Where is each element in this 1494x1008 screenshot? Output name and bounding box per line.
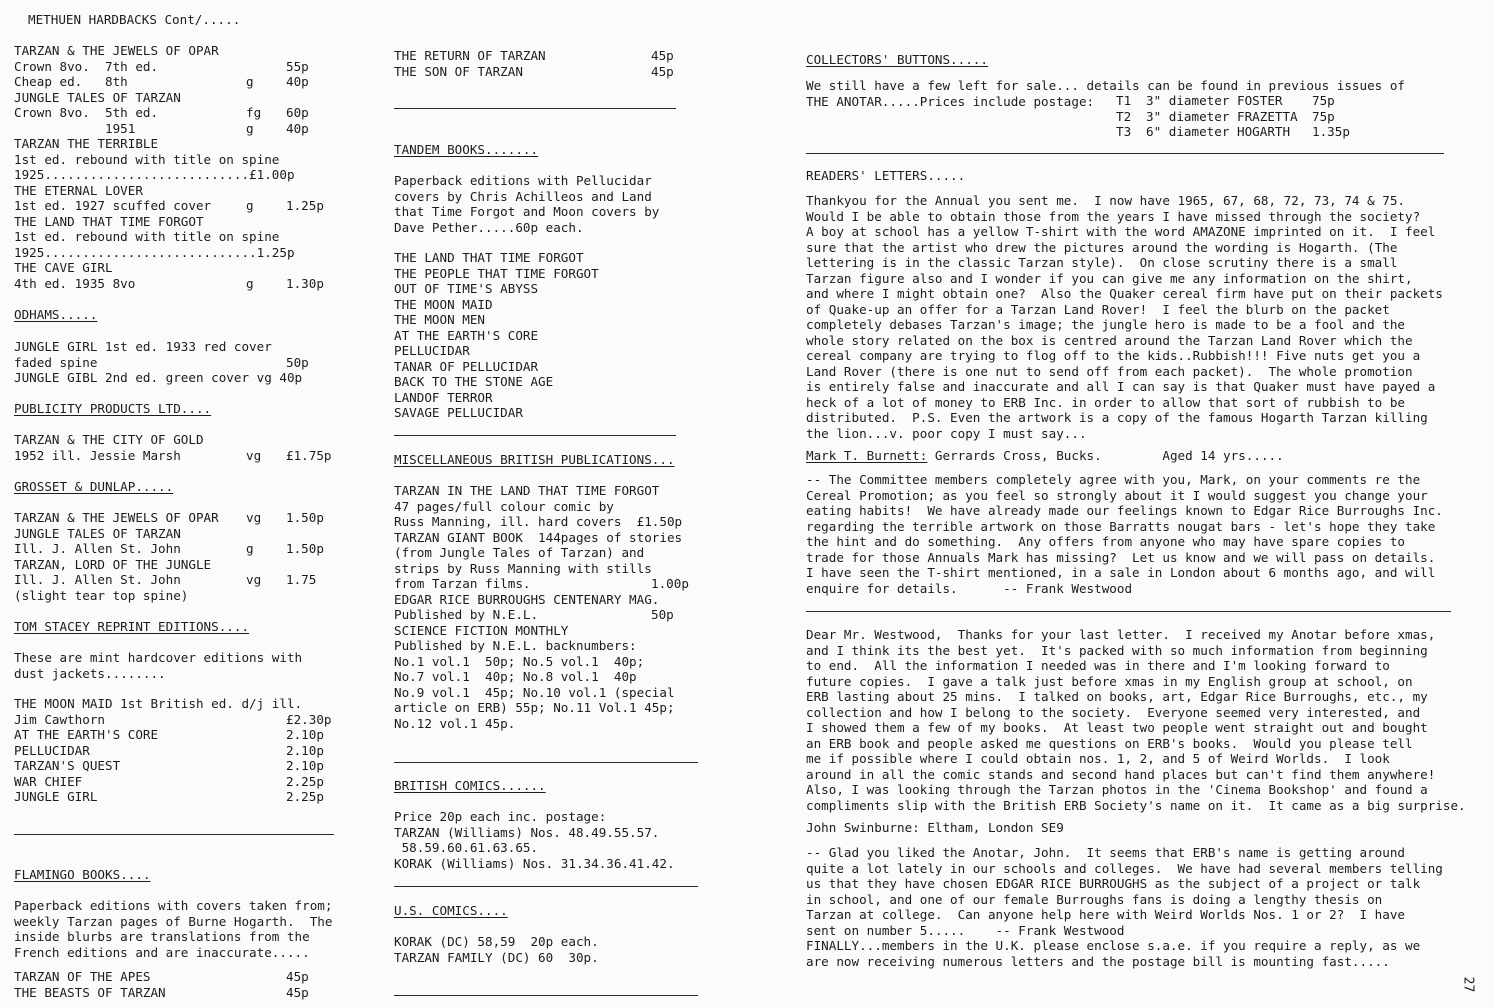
list-item [394,716,700,732]
odhams-heading: ODHAMS..... [14,307,98,322]
methuen-list [14,43,344,291]
text-line: inside blurbs are translations from the [14,929,310,944]
text-line: We still have a few left for sale... details can be found in previous issues of [806,78,1405,93]
publicity-list [14,432,344,463]
list-item [394,623,700,639]
item-condition: vg [246,572,262,587]
item-condition: g [246,541,254,556]
divider [394,435,676,436]
text-line: SAVAGE PELLUCIDAR [394,405,523,420]
list-item [14,526,344,542]
divider [394,108,676,109]
text-line: distributed. P.S. Even the artwork is a copy of the famous Hogarth Tarzan killing [806,410,1428,425]
text-line: AT THE EARTH'S CORE [394,327,539,343]
text-line: Dave Pether.....60p each. [394,219,584,235]
text-line: around in all the comic stands and second hand places but can't find them anywhere! [806,766,1436,782]
item-title: AT THE EARTH'S CORE [14,727,159,742]
buttons-price-list [1116,93,1486,140]
tandem-titles [394,250,700,421]
item-price: 40p [286,74,309,89]
text-line: TARZAN (Williams) Nos. 48.49.55.57. [394,824,660,840]
text-line: THE PEOPLE THAT TIME FORGOT [394,265,599,281]
item-title: THE CAVE GIRL [14,260,113,275]
item-price: 1.30p [286,275,324,291]
text-line: that Time Forgot and Moon covers by [394,204,660,219]
text-line: quite a lot lately in our schools and colleges. We have had several members telling [806,860,1443,876]
list-item [14,198,344,214]
item-title: Cheap ed. 8th [14,74,128,89]
publicity-heading: PUBLICITY PRODUCTS LTD.... [14,401,212,416]
tandem-intro [394,173,700,235]
item-price: 2.10p [286,758,324,773]
letters-heading: READERS' LETTERS..... [806,168,966,183]
grosset-list [14,510,344,603]
us-comics-heading: U.S. COMICS.... [394,903,508,918]
item-title: No.7 vol.1 40p; No.8 vol.1 40p [394,669,637,684]
text-line: Land Rover (there is one nut to send off from each packet). The whole promotion [806,363,1413,379]
list-item [394,561,700,577]
item-title: WAR CHIEF [14,773,83,789]
item-title: 1925............................1.25p [14,244,295,260]
item-title: THE MOON MAID 1st British ed. d/j ill. [14,696,303,711]
button-price: 75p [1312,93,1335,108]
list-item [14,90,344,106]
text-line: KORAK (Williams) Nos. 31.34.36.41.42. [394,855,675,871]
signature-name: Mark T. Burnett: [806,448,928,463]
methuen-cont-list [394,48,700,79]
methuen-heading: METHUEN HARDBACKS Cont/..... [28,12,241,27]
text-line: are now receiving numerous letters and the postage bill is mounting fast..... [806,953,1390,969]
text-line: ERB lasting about 25 mins. I talked on books, art, Edgar Rice Burroughs, etc., my [806,689,1428,704]
list-item [14,74,344,90]
item-title: (slight tear top spine) [14,587,189,603]
flamingo-list [14,969,344,1000]
text-line: FINALLY...members in the U.K. please enclose s.a.e. if you require a reply, as we [806,938,1421,953]
list-item [394,530,700,546]
text-line: BACK TO THE STONE AGE [394,374,554,389]
text-line: Tarzan figure also and I wonder if you can give me any information on the shirt, [806,270,1413,286]
signature-detail: Gerrards Cross, Bucks. Aged 14 yrs..... [927,448,1284,463]
text-line: I showed them a few of my books. At least two people went straight out and bought [806,720,1428,735]
flamingo-intro [14,898,344,960]
item-price: £2.30p [286,711,332,727]
list-item [394,514,700,530]
item-title: SCIENCE FICTION MONTHLY [394,622,569,638]
item-price: 1.50p [286,510,324,525]
tom-stacey-list [14,696,344,805]
item-title: TARZAN'S QUEST [14,758,121,773]
list-item [14,105,344,121]
grosset-heading: GROSSET & DUNLAP..... [14,479,174,494]
item-title: TARZAN & THE JEWELS OF OPAR [14,510,219,525]
item-title: from Tarzan films. [394,576,531,591]
text-line: lettering is in the classic Tarzan style). On close scrutiny there is a small [806,255,1398,270]
text-line: Would I be able to obtain those from the years I have missed through the society? [806,208,1421,224]
list-item [14,260,344,276]
letter-1-signature [806,448,1486,464]
button-price: 75p [1312,108,1335,124]
item-price: 45p [651,63,674,79]
list-item [394,576,700,592]
item-condition: fg [246,105,262,120]
text-line: covers by Chris Achilleos and Land [394,188,652,204]
text-line: regarding the terrible artwork on those Barratts nougat bars - let's hope they take [806,518,1436,534]
text-line: and where I might obtain one? Also the Quaker cereal firm have put on their packets [806,286,1443,301]
divider [806,153,1444,154]
text-line: THE LAND THAT TIME FORGOT [394,250,584,265]
text-line: TANAR OF PELLUCIDAR [394,358,539,374]
item-title: Crown 8vo. 5th ed. [14,105,159,120]
text-line: an ERB book and people asked me questions on ERB's books. Would you please tell [806,735,1413,751]
text-line: and I think its the best yet. It's packed with so much information from beginning [806,642,1428,658]
buttons-heading: COLLECTORS' BUTTONS..... [806,52,988,67]
divider [14,834,334,835]
text-line: -- Glad you liked the Anotar, John. It seems that ERB's name is getting around [806,845,1405,860]
item-price: 40p [286,120,309,136]
text-line: me if possible where I could obtain nos. 1, 2, and 5 of Weird Worlds. I look [806,751,1390,766]
button-code: T3 [1116,124,1132,139]
item-price: 1.25p [286,198,324,213]
list-item [394,654,700,670]
misc-list [394,483,700,731]
divider [394,762,698,763]
text-line: Cereal Promotion; as you feel so strongly about it I would suggest you change your [806,487,1428,503]
list-item [14,355,344,371]
item-title: faded spine [14,354,98,370]
item-title: No.9 vol.1 45p; No.10 vol.1 (special [394,684,675,700]
button-desc: 3" diameter FOSTER [1146,93,1283,108]
item-condition: g [246,74,254,89]
item-price: 55p [286,58,309,74]
tom-stacey-intro [14,650,344,681]
text-line: trade for those Annuals Mark has missing? Let us know and we will pass on details. [806,549,1436,565]
text-line: us that they have chosen EDGAR RICE BURROUGHS as the subject of a project or talk [806,876,1421,891]
list-item [14,985,344,1001]
text-line: Paperback editions with covers taken from; [14,898,333,913]
divider [394,886,698,887]
item-title: 47 pages/full colour comic by [394,498,614,514]
text-line: A boy at school has a yellow T-shirt with the word AMAZONE imprinted on it. I feel [806,224,1436,239]
list-item [14,152,344,168]
item-title: No.12 vol.1 45p. [394,715,516,731]
item-title: TARZAN THE TERRIBLE [14,136,159,151]
item-title: (from Jungle Tales of Tarzan) and [394,545,645,560]
item-title: TARZAN OF THE APES [14,969,151,984]
list-item [14,588,344,604]
item-title: PELLUCIDAR [14,742,90,758]
text-line: THE MOON MEN [394,312,485,327]
text-line: collection and how I belong to the society. Everyone seemed very interested, and [806,704,1421,720]
text-line: sent on number 5..... -- Frank Westwood [806,922,1125,938]
item-condition: g [246,120,254,136]
item-title: JUNGLE GIRL 1st ed. 1933 red cover [14,339,272,354]
button-item [1116,109,1486,125]
text-line: THE ANOTAR.....Prices include postage: [806,93,1095,109]
list-item [14,167,344,183]
text-line: completely debases Tarzan's image; the jungle hero is made to be a fool and the [806,317,1405,332]
list-item [14,712,344,728]
misc-heading: MISCELLANEOUS BRITISH PUBLICATIONS... [394,452,675,467]
list-item [14,245,344,261]
item-title: THE BEASTS OF TARZAN [14,984,166,1000]
item-title: JUNGLE GIBL 2nd ed. green cover vg 40p [14,370,303,385]
list-item [14,541,344,557]
list-item [394,545,700,561]
item-title: 1st ed. rebound with title on spine [14,229,280,244]
item-title: Published by N.E.L. backnumbers: [394,638,637,653]
divider [394,995,698,996]
text-line: PELLUCIDAR [394,343,470,358]
item-title: Russ Manning, ill. hard covers £1.50p [394,514,683,529]
list-item [394,64,700,80]
list-item [14,121,344,137]
us-comics-list [394,934,700,965]
list-item [14,774,344,790]
item-title: Ill. J. Allen St. John [14,572,181,587]
text-line: Price 20p each inc. postage: [394,809,607,824]
item-price: 50p [651,607,674,622]
item-title: TARZAN & THE JEWELS OF OPAR [14,43,219,58]
item-price: 2.10p [286,742,324,758]
list-item [14,183,344,199]
item-title: JUNGLE TALES OF TARZAN [14,525,181,541]
text-line: dust jackets........ [14,665,166,681]
item-title: 1925...........................£1.00p [14,167,295,182]
text-line: OUT OF TIME'S ABYSS [394,281,539,296]
item-title: No.1 vol.1 50p; No.5 vol.1 40p; [394,653,645,669]
list-item [14,696,344,712]
item-title: TARZAN & THE CITY OF GOLD [14,432,204,447]
flamingo-heading: FLAMINGO BOOKS.... [14,867,151,882]
item-price: 2.25p [286,773,324,789]
item-title: THE RETURN OF TARZAN [394,48,546,63]
letter-2 [806,627,1486,813]
british-comics-heading: BRITISH COMICS...... [394,778,546,793]
list-item [14,572,344,588]
list-item [14,789,344,805]
text-line: the lion...v. poor copy I must say... [806,425,1087,441]
item-price: 1.75 [286,572,317,587]
text-line: I have seen the T-shirt mentioned, in a sale in London about 6 months ago, and will [806,565,1436,580]
item-title: Ill. J. Allen St. John [14,541,181,556]
text-line: whole story related on the box is centred around the Tarzan Land Rover which the [806,332,1413,348]
text-line: sure that the artist who drew the pictures around the wording is Hogarth. (The [806,239,1398,255]
item-title: EDGAR RICE BURROUGHS CENTENARY MAG. [394,591,660,607]
list-item [14,214,344,230]
list-item [14,432,344,448]
list-item [14,743,344,759]
list-item [394,592,700,608]
list-item [14,370,344,386]
item-title: Published by N.E.L. [394,607,539,622]
list-item [14,339,344,355]
page-number: 27 [1460,976,1476,993]
text-line: LANDOF TERROR [394,389,493,405]
item-title: JUNGLE GIRL [14,789,98,804]
item-title: THE ETERNAL LOVER [14,182,143,198]
text-line: TARZAN FAMILY (DC) 60 30p. [394,949,599,965]
list-item [394,483,700,499]
item-price: 1.00p [651,576,689,591]
list-item [394,638,700,654]
text-line: Paperback editions with Pellucidar [394,173,652,188]
list-item [394,700,700,716]
item-title: TARZAN IN THE LAND THAT TIME FORGOT [394,483,660,498]
list-item [14,136,344,152]
item-title: Jim Cawthorn [14,711,105,727]
list-item [14,969,344,985]
item-title: JUNGLE TALES OF TARZAN [14,89,181,105]
item-title: 4th ed. 1935 8vo [14,275,136,291]
list-item [14,727,344,743]
item-price: 45p [286,984,309,1000]
item-title: TARZAN, LORD OF THE JUNGLE [14,556,212,572]
item-title: 1st ed. rebound with title on spine [14,151,280,167]
text-line: compliments slip with the British ERB Society's name on it. It came as a big surprise. [806,797,1466,813]
text-line: is entirely false and inaccurate and all I can say is that Quaker must have payed a [806,379,1436,394]
item-title: 1st ed. 1927 scuffed cover [14,198,212,213]
item-price: 60p [286,105,309,120]
text-line: in school, and one of our female Burroughs fans is doing a lengthy thesis on [806,891,1383,907]
text-line: French editions and are inaccurate..... [14,944,310,960]
item-condition: g [246,198,254,213]
text-line: Tarzan at college. Can anyone help here with Weird Worlds Nos. 1 or 2? I have [806,907,1405,922]
list-item [14,510,344,526]
button-price: 1.35p [1312,124,1350,139]
tandem-heading: TANDEM BOOKS....... [394,142,539,157]
text-line: Thankyou for the Annual you sent me. I now have 1965, 67, 68, 72, 73, 74 & 75. [806,193,1405,208]
text-line: -- The Committee members completely agree with you, Mark, on your comments re the [806,472,1421,487]
item-title: THE SON OF TARZAN [394,63,523,79]
list-item [14,758,344,774]
text-line: KORAK (DC) 58,59 20p each. [394,934,599,949]
item-title: THE LAND THAT TIME FORGOT [14,213,204,229]
item-price: 2.25p [286,789,324,804]
text-line: eating habits! We have already made our feelings known to Edgar Rice Burroughs Inc. [806,503,1443,518]
button-item [1116,124,1486,140]
list-item [14,43,344,59]
button-code: T1 [1116,93,1132,108]
british-comics-list [394,809,700,871]
tom-stacey-heading: TOM STACEY REPRINT EDITIONS.... [14,619,250,634]
list-item [14,59,344,75]
list-item [394,48,700,64]
text-line: Dear Mr. Westwood, Thanks for your last letter. I received my Anotar before xmas, [806,627,1436,642]
section-header [28,12,344,28]
text-line: future copies. I gave a talk just before xmas in my English group at school, on [806,673,1413,689]
button-code: T2 [1116,108,1132,124]
item-price: 2.10p [286,727,324,742]
odhams-list [14,339,344,386]
list-item [394,607,700,623]
list-item [394,669,700,685]
text-line: These are mint hardcover editions with [14,650,303,665]
item-price: 45p [286,969,309,984]
text-line: 58.59.60.61.63.65. [394,840,539,855]
text-line: weekly Tarzan pages of Burne Hogarth. The [14,913,333,929]
item-condition: vg [246,510,262,525]
text-line: THE MOON MAID [394,296,493,312]
text-line: of Quake-up an offer for a Tarzan Land Rover! I feel the blurb on the packet [806,301,1390,317]
button-desc: 3" diameter FRAZETTA [1146,108,1298,124]
item-condition: g [246,275,254,291]
text-line: the hint and do something. Any offers from anyone who may have spare copies to [806,534,1405,549]
text-line: cereal company are trying to flog off to the kids..Rubbish!!! Five nuts get you a [806,348,1421,363]
item-title: article on ERB) 55p; No.11 Vol.1 45p; [394,700,675,715]
list-item [14,229,344,245]
letter-1 [806,193,1486,441]
item-title: Crown 8vo. 7th ed. [14,58,159,74]
letter-2-signature: John Swinburne: Eltham, London SE9 [806,820,1064,835]
button-desc: 6" diameter HOGARTH [1146,124,1291,139]
item-title: TARZAN GIANT BOOK 144pages of stories [394,529,683,545]
item-price: 45p [651,48,674,63]
item-price: 1.50p [286,541,324,556]
button-item [1116,93,1486,109]
list-item [394,685,700,701]
list-item [394,499,700,515]
divider [806,611,1451,612]
list-item [14,276,344,292]
item-price: 50p [286,354,309,370]
text-line: to end. All the information I needed was in there and I'm looking forward to [806,658,1390,673]
list-item [14,557,344,573]
item-condition: vg [246,447,262,463]
item-title: 1951 [14,120,136,136]
text-line: enquire for details. -- Frank Westwood [806,580,1133,596]
item-title: strips by Russ Manning with stills [394,560,652,576]
list-item [14,448,344,464]
text-line: heck of a lot of money to ERB Inc. in order to allow that sort of rubbish to be [806,394,1405,410]
item-title: 1952 ill. Jessie Marsh [14,447,181,463]
item-price: £1.75p [286,447,332,463]
reply-1 [806,472,1486,596]
text-line: Also, I was looking through the Tarzan photos in the 'Cinema Bookshop' and found a [806,782,1428,797]
reply-2 [806,845,1486,969]
